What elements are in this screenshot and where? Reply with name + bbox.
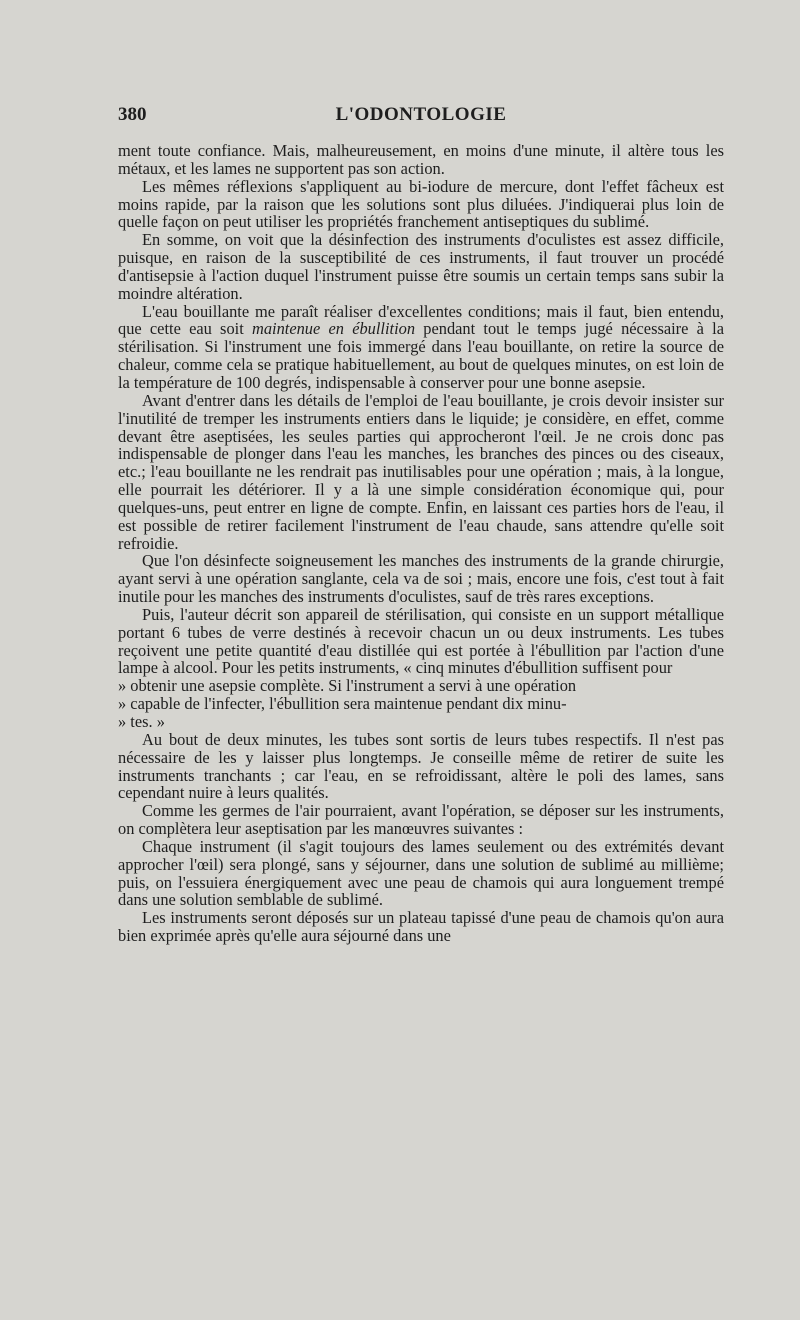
paragraph: Les instruments seront déposés sur un plateau tapissé d'une peau de chamois qu'on aura bien exprimée après qu'elle aura séjourné dans une: [118, 908, 724, 946]
paragraph-text: L'eau bouillante me paraît réaliser d'excellentes conditions; mais il faut, bien entendu, que cette eau soit: [118, 301, 724, 339]
paragraph: [118, 303, 724, 392]
paragraph: Puis, l'auteur décrit son appareil de stérilisation, qui consiste en un support métallique portant 6 tubes de verre destinés à recevoir chacun un ou deux instruments. Les tubes reçoivent une petite quantité d'eau distillée qui est portée à l'ébullition par l'action d'une lampe à alcool. Pour les petits instruments, « cinq minutes d'ébullition suffisent pour: [118, 604, 724, 678]
page-header: [118, 104, 724, 130]
paragraph: Que l'on désinfecte soigneusement les manches des instruments de la grande chirurgie, ayant servi à une opération sanglante, cela va de soi ; mais, encore une fois, c'est tout à fait inutile pour les manches des instruments d'oculistes, sauf de très rares exceptions.: [118, 551, 724, 607]
emphasis-text: maintenue en ébullition: [251, 319, 416, 339]
paragraph: Au bout de deux minutes, les tubes sont sortis de leurs tubes respectifs. Il n'est pas nécessaire de les y laisser plus longtemps. Je conseille même de retirer de suite les instruments tranchants ; car l'eau, en se refroidissant, altère le poli des lames, sans cependant nuire à leurs qualités.: [118, 729, 724, 803]
quote-line: » tes. »: [118, 712, 165, 731]
paragraph: Avant d'entrer dans les détails de l'emploi de l'eau bouillante, je crois devoir insister sur l'inutilité de tremper les instruments entiers dans le liquide; je considère, en effet, comme devant être aseptisées, les seules parties qui approcheront l'œil. Je ne crois donc pas indispensable de plonger dans l'eau les manches, les branches des pinces ou des ciseaux, etc.; l'eau bouillante ne les rendrait pas inutilisables pour une opération ; mais, à la longue, elle pourrait les détériorer. Il y a là une simple considération économique qui, pour quelques-uns, peut entrer en ligne de compte. Enfin, en laissant ces parties hors de l'eau, il est possible de retirer facilement l'instrument de l'eau chaude, sans attendre qu'elle soit refroidie.: [118, 390, 724, 553]
paragraph: ment toute confiance. Mais, malheureusement, en moins d'une minute, il altère tous les métaux, et les lames ne supportent pas son action.: [118, 141, 724, 178]
paragraph-text: pendant tout le temps jugé nécessaire à la stérilisation. Si l'instrument une fois immergé dans l'eau bouillante, on retire la source de chaleur, comme cela se pratique habituellement, au bout de quelques minutes, on est loin de la température de 100 degrés, indispensable à conserver pour une bonne asepsie.: [118, 319, 724, 392]
running-title: L'ODONTOLOGIE: [335, 104, 507, 125]
paragraph: Chaque instrument (il s'agit toujours des lames seulement ou des extrémités devant approcher l'œil) sera plongé, sans y séjourner, dans une solution de sublimé au millième; puis, on l'essuiera énergiquement avec une peau de chamois qui aura longuement trempé dans une solution semblable de sublimé.: [118, 836, 724, 910]
quote-line: » obtenir une asepsie complète. Si l'instrument a servi à une opération: [118, 676, 577, 696]
paragraph: Les mêmes réflexions s'appliquent au bi-iodure de mercure, dont l'effet fâcheux est moins rapide, par la raison que les solutions sont plus diluées. J'indiquerai plus loin de quelle façon on peut utiliser les propriétés franchement antiseptiques du sublimé.: [118, 176, 724, 232]
paragraph: En somme, on voit que la désinfection des instruments d'oculistes est assez difficile, puisque, en raison de la susceptibilité de ces instruments, il faut trouver un procédé d'antisepsie à l'action duquel l'instrument puisse être soumis un certain temps sans subir la moindre altération.: [118, 230, 724, 303]
body-text: [118, 142, 724, 945]
paragraph: Comme les germes de l'air pourraient, avant l'opération, se déposer sur les instruments, on complètera leur aseptisation par les manœuvres suivantes :: [118, 801, 724, 839]
quote-line: » capable de l'infecter, l'ébullition sera maintenue pendant dix minu-: [118, 694, 567, 714]
page-number: 380: [118, 104, 147, 125]
